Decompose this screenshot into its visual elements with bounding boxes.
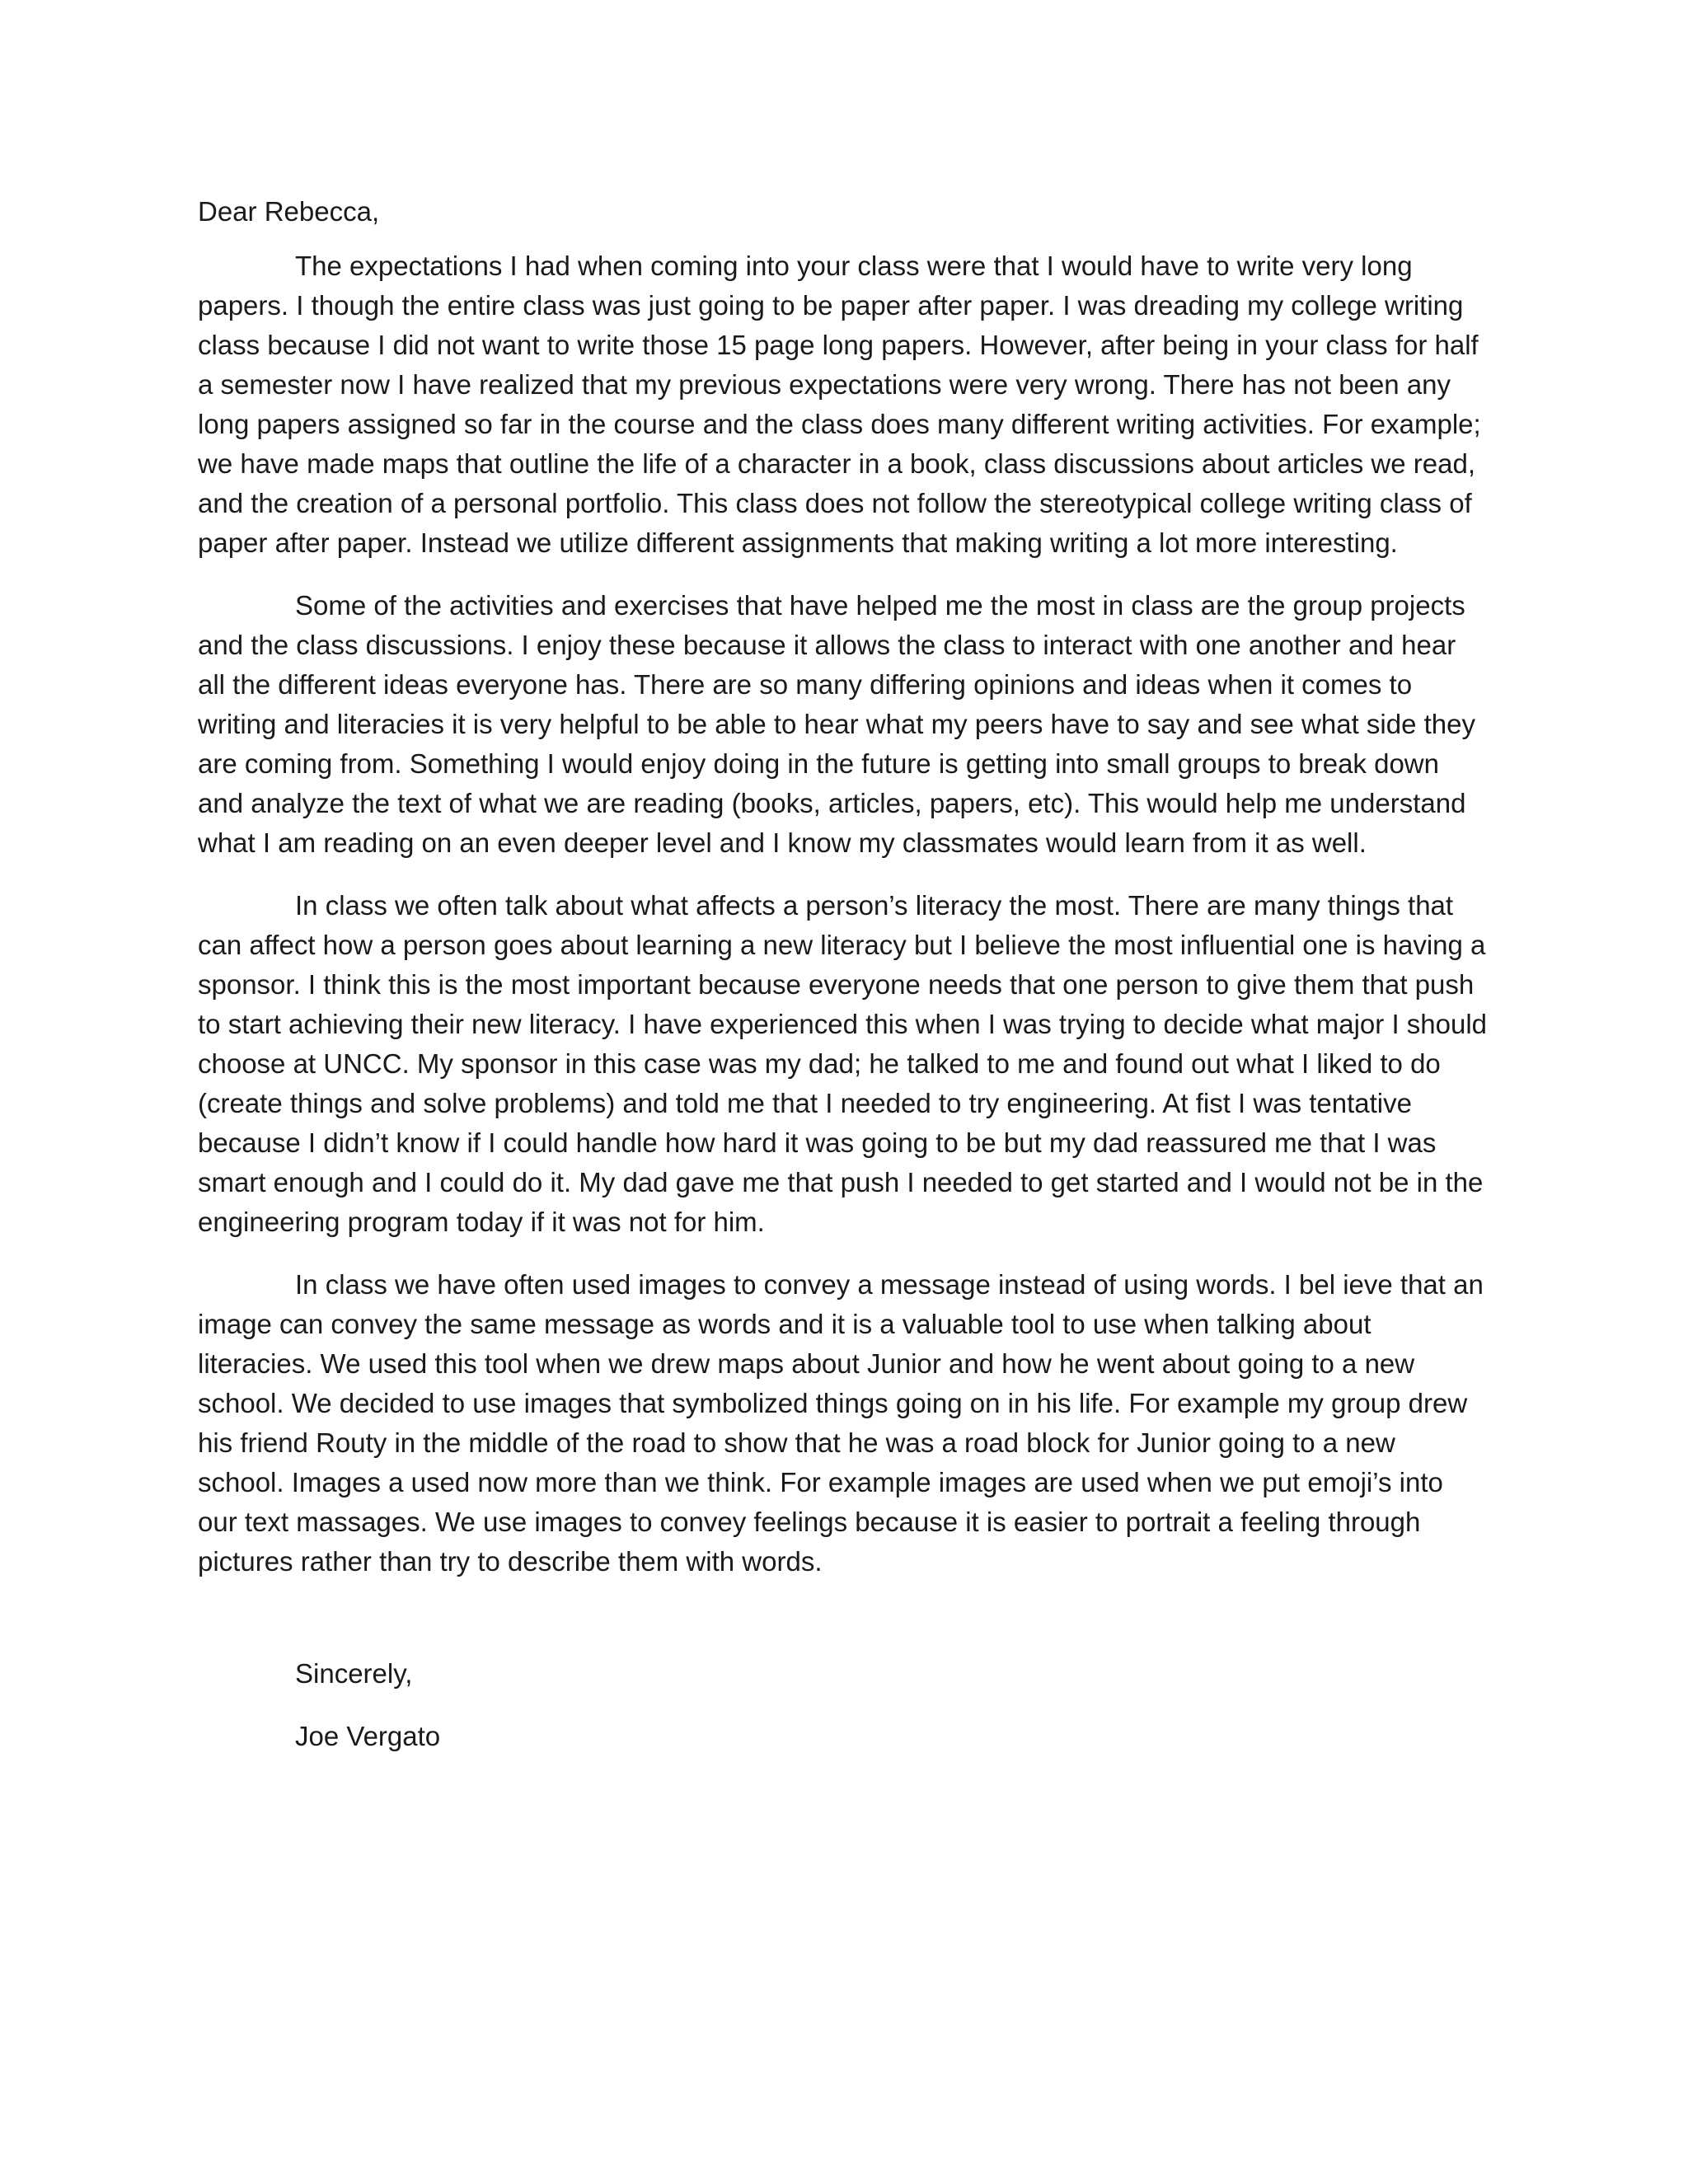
salutation: Dear Rebecca,: [198, 196, 380, 227]
paragraph-literacy-sponsor: In class we often talk about what affects a person’s literacy the most. There are many things that can affect how a person goes about learning a new literacy but I believe the most influential one is having a sponsor. I think this is the most important because everyone needs that one person to give them that push to start achieving their new literacy. I have experienced this when I was trying to decide what major I should choose at UNCC. My sponsor in this case was my dad; he talked to me and found out what I liked to do (create things and solve problems) and told me that I needed to try engineering. At fist I was tentative because I didn’t know if I could handle how hard it was going to be but my dad reassured me that I was smart enough and I could do it. My dad gave me that push I needed to get started and I would not be in the engineering program today if it was not for him.: [198, 890, 1488, 1237]
paragraph-activities: Some of the activities and exercises that have helped me the most in class are the group projects and the class discussions. I enjoy these because it allows the class to interact with one another and hear all the different ideas everyone has. There are so many differing opinions and ideas when it comes to writing and literacies it is very helpful to be able to hear what my peers have to say and see what side they are coming from. Something I would enjoy doing in the future is getting into small groups to break down and analyze the text of what we are reading (books, articles, papers, etc). This would help me understand what I am reading on an even deeper level and I know my classmates would learn from it as well.: [198, 590, 1476, 858]
closing: Sincerely,: [295, 1658, 413, 1689]
closing-block: [198, 1654, 1488, 1756]
paragraph-expectations: The expectations I had when coming into your class were that I would have to write very long papers. I though the entire class was just going to be paper after paper. I was dreading my college writing class because I did not want to write those 15 page long papers. However, after being in your class for half a semester now I have realized that my previous expectations were very wrong. There has not been any long papers assigned so far in the course and the class does many different writing activities. For example; we have made maps that outline the life of a character in a book, class discussions about articles we read, and the creation of a personal portfolio. This class does not follow the stereotypical college writing class of paper after paper. Instead we utilize different assignments that making writing a lot more interesting.: [198, 251, 1481, 558]
letter-body: [198, 192, 1488, 1756]
paragraph-images: In class we have often used images to convey a message instead of using words. I bel ieve that an image can convey the same message as words and it is a valuable tool to use when talking about literacies. We used this tool when we drew maps about Junior and how he went about going to a new school. We decided to use images that symbolized things going on in his life. For example my group drew his friend Routy in the middle of the road to show that he was a road block for Junior going to a new school. Images a used now more than we think. For example images are used when we put emoji’s into our text massages. We use images to convey feelings because it is easier to portrait a feeling through pictures rather than try to describe them with words.: [198, 1269, 1484, 1577]
signature-name: Joe Vergato: [295, 1721, 441, 1751]
